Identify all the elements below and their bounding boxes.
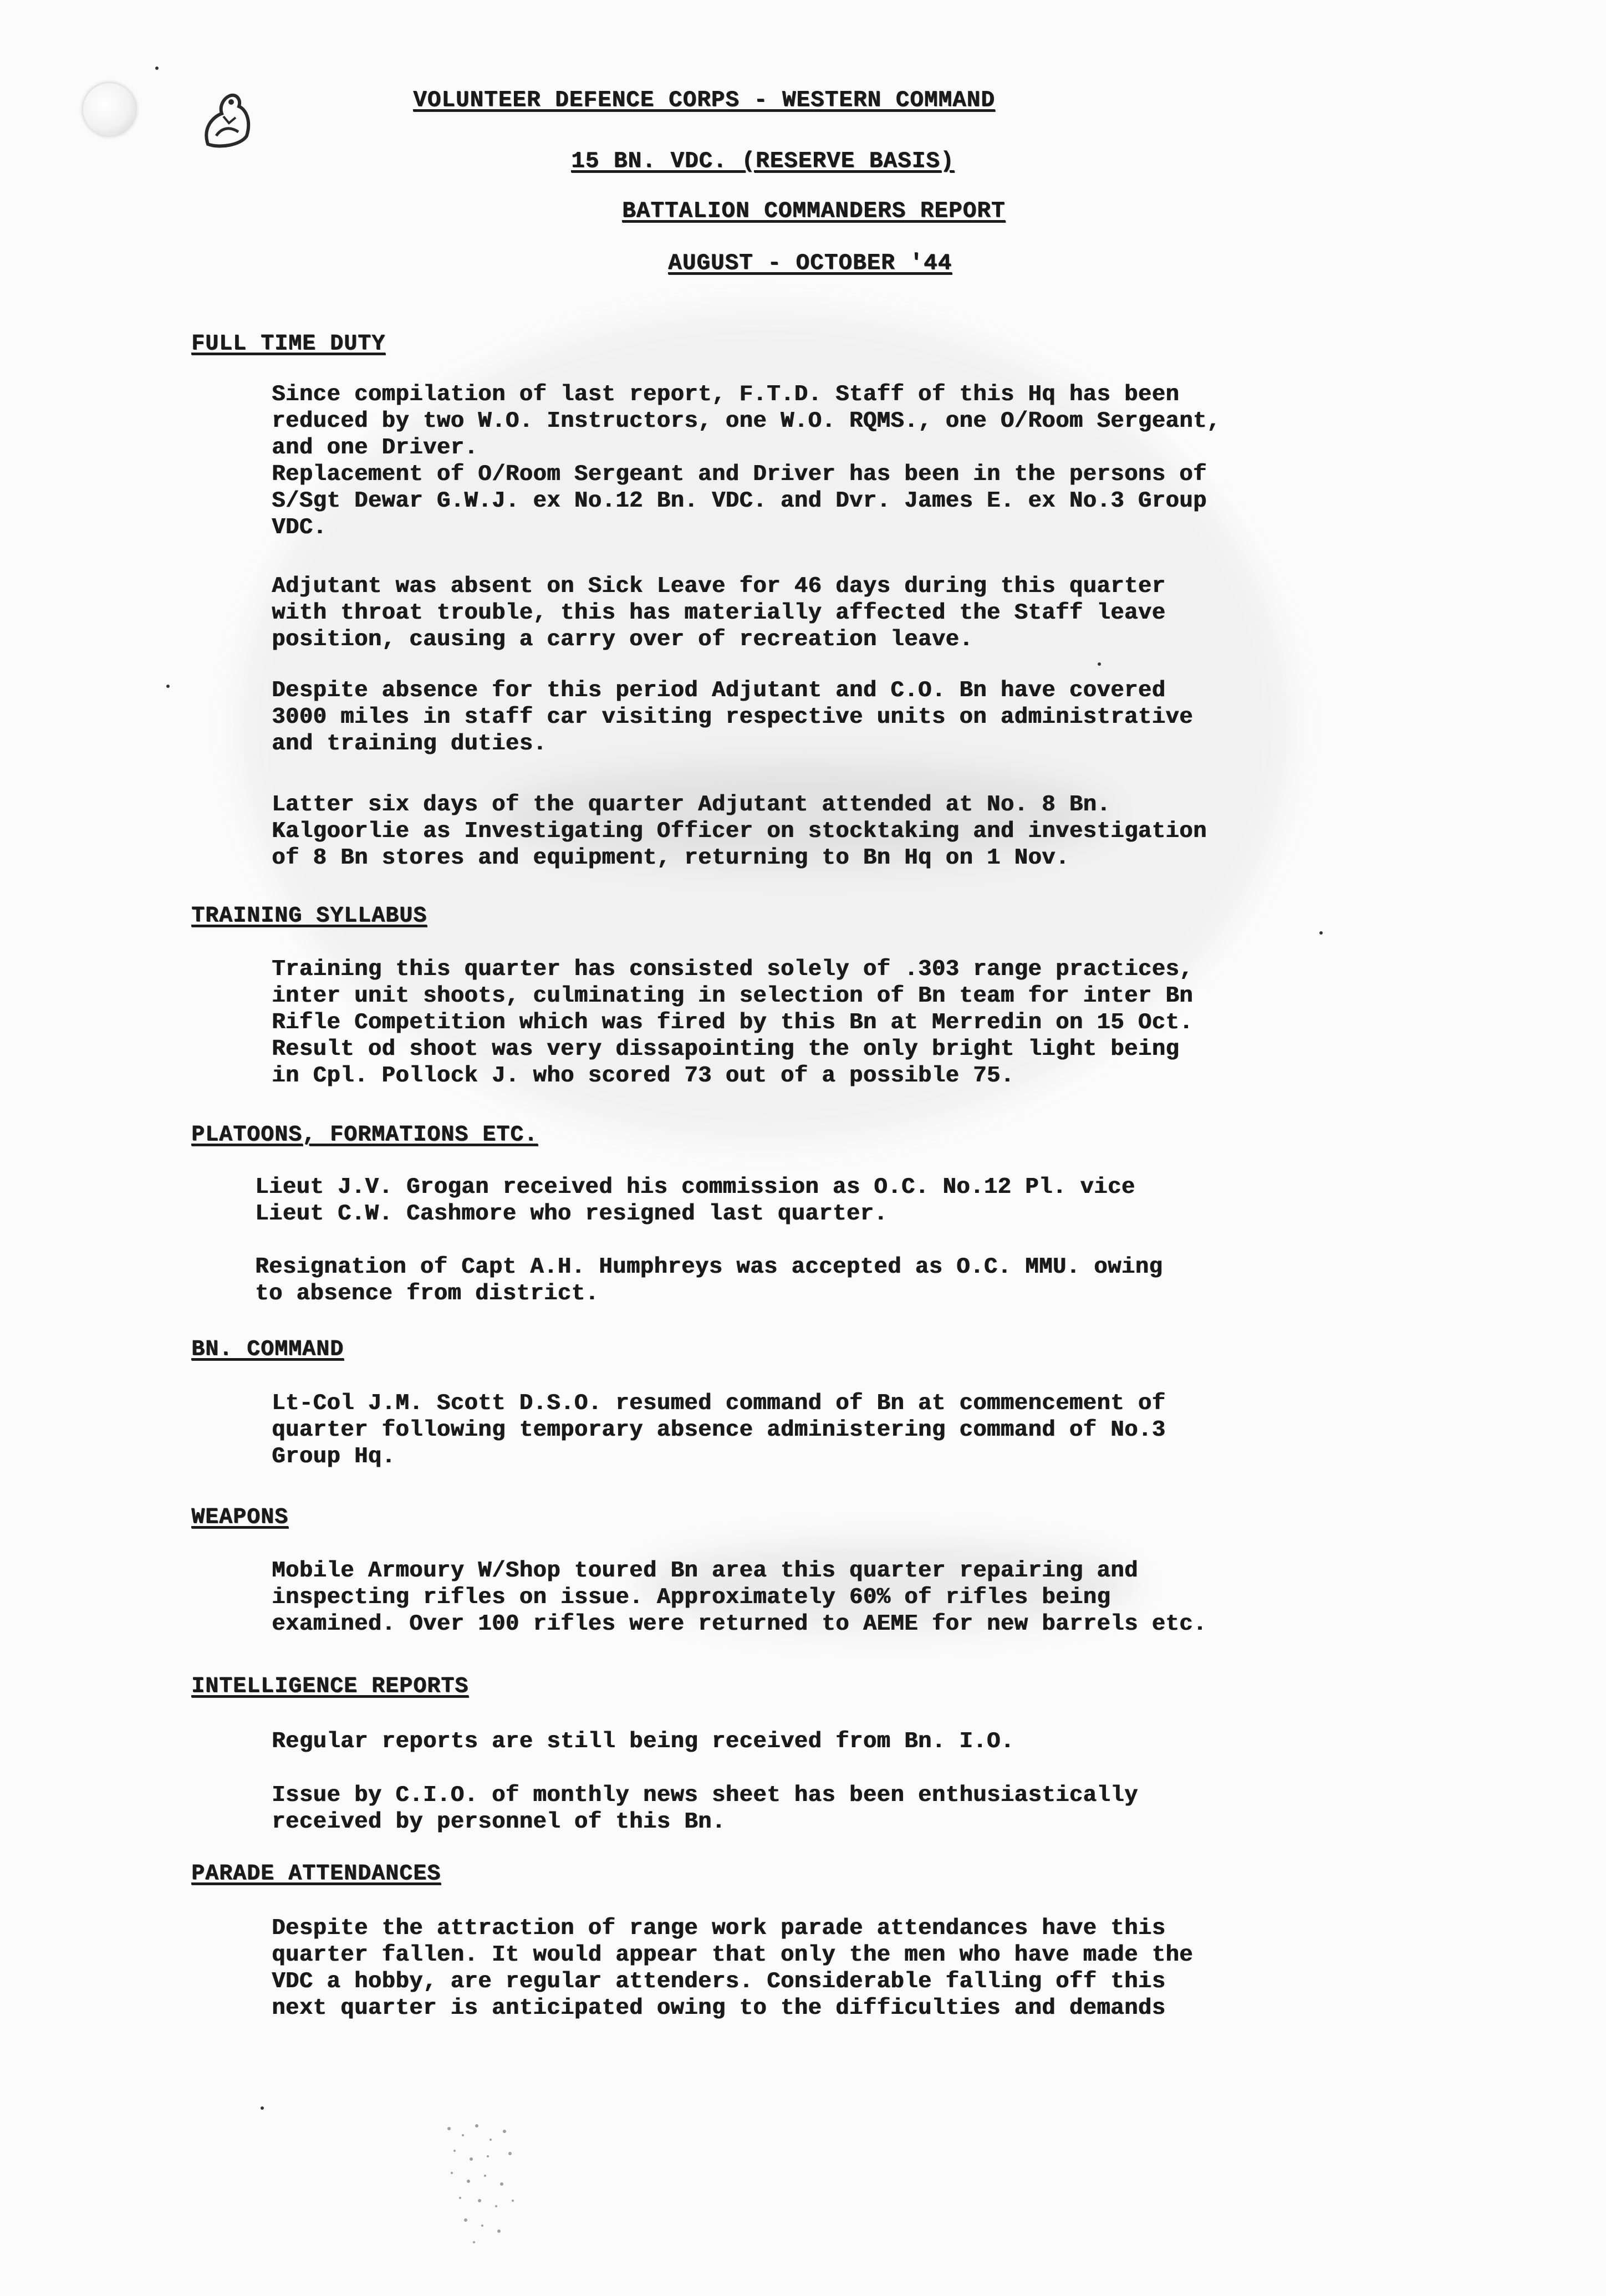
scan-speck — [1098, 662, 1101, 666]
header-line-3: BATTALION COMMANDERS REPORT — [622, 198, 1006, 224]
header-line-2: 15 BN. VDC. (RESERVE BASIS) — [571, 149, 955, 174]
scan-speck — [1319, 931, 1323, 935]
section-heading-platoons: PLATOONS, FORMATIONS ETC. — [191, 1123, 538, 1147]
header-line-1: VOLUNTEER DEFENCE CORPS - WESTERN COMMAND — [413, 88, 995, 113]
crest-emblem — [197, 83, 258, 155]
section-heading-training-syllabus: TRAINING SYLLABUS — [191, 904, 427, 928]
header-line-4: AUGUST - OCTOBER '44 — [668, 251, 952, 276]
full-time-duty-paragraph: Despite absence for this period Adjutant and C.O. Bn have covered 3000 miles in staff car visiting respective units on administrative and training duties. — [272, 678, 1193, 757]
scan-noise — [438, 2118, 527, 2251]
section-heading-bn-command: BN. COMMAND — [191, 1337, 344, 1362]
training-syllabus-paragraph: Training this quarter has consisted solely of .303 range practices, inter unit shoots, culminating in selection of Bn team for inter Bn Rifle Competition which was fired by this Bn at Merredin on 15 Oct. Result od shoot was very dissapointing the only bright light being in Cpl. Pollock J. who scored 73 out of a possible 75. — [272, 957, 1193, 1089]
intelligence-paragraph: Issue by C.I.O. of monthly news sheet has been enthusiastically received by personnel of this Bn. — [272, 1783, 1138, 1835]
scan-speck — [166, 685, 170, 688]
platoons-paragraph: Resignation of Capt A.H. Humphreys was accepted as O.C. MMU. owing to absence from district. — [255, 1254, 1163, 1307]
section-heading-weapons: WEAPONS — [191, 1505, 289, 1530]
full-time-duty-paragraph: Latter six days of the quarter Adjutant attended at No. 8 Bn. Kalgoorlie as Investigating Officer on stocktaking and investigation of 8 Bn stores and equipment, returning to Bn Hq on 1 Nov. — [272, 792, 1207, 871]
scan-speck — [261, 2106, 264, 2110]
full-time-duty-paragraph: Adjutant was absent on Sick Leave for 46 days during this quarter with throat trouble, this has materially affected the Staff leave position, causing a carry over of recreation leave. — [272, 574, 1166, 652]
full-time-duty-paragraph: Since compilation of last report, F.T.D. Staff of this Hq has been reduced by two W.O. Instructors, one W.O. RQMS., one O/Room Sergeant, and one Driver. Replacement of O/Room Sergeant and Driver has been in the persons of S/Sgt Dewar G.W.J. ex No.12 Bn. VDC. and Dvr. James E. ex No.3 Group VDC. — [272, 382, 1221, 540]
platoons-paragraph: Lieut J.V. Grogan received his commission as O.C. No.12 Pl. vice Lieut C.W. Cashmore who resigned last quarter. — [255, 1175, 1135, 1227]
weapons-paragraph: Mobile Armoury W/Shop toured Bn area this quarter repairing and inspecting rifles on issue. Approximately 60% of rifles being examined. Over 100 rifles were returned to AEME for new barrels etc. — [272, 1558, 1207, 1637]
bn-command-paragraph: Lt-Col J.M. Scott D.S.O. resumed command of Bn at commencement of quarter following temporary absence administering command of No.3 Group Hq. — [272, 1391, 1166, 1470]
punch-hole — [83, 83, 136, 136]
intelligence-paragraph: Regular reports are still being received from Bn. I.O. — [272, 1729, 1014, 1754]
parade-paragraph: Despite the attraction of range work parade attendances have this quarter fallen. It would appear that only the men who have made the VDC a hobby, are regular attenders. Considerable falling off this next quarter is anticipated owing to the difficulties and demands — [272, 1916, 1193, 2021]
scan-speck — [155, 67, 159, 70]
section-heading-full-time-duty: FULL TIME DUTY — [191, 331, 386, 356]
section-heading-parade: PARADE ATTENDANCES — [191, 1861, 441, 1886]
section-heading-intelligence: INTELLIGENCE REPORTS — [191, 1674, 469, 1699]
